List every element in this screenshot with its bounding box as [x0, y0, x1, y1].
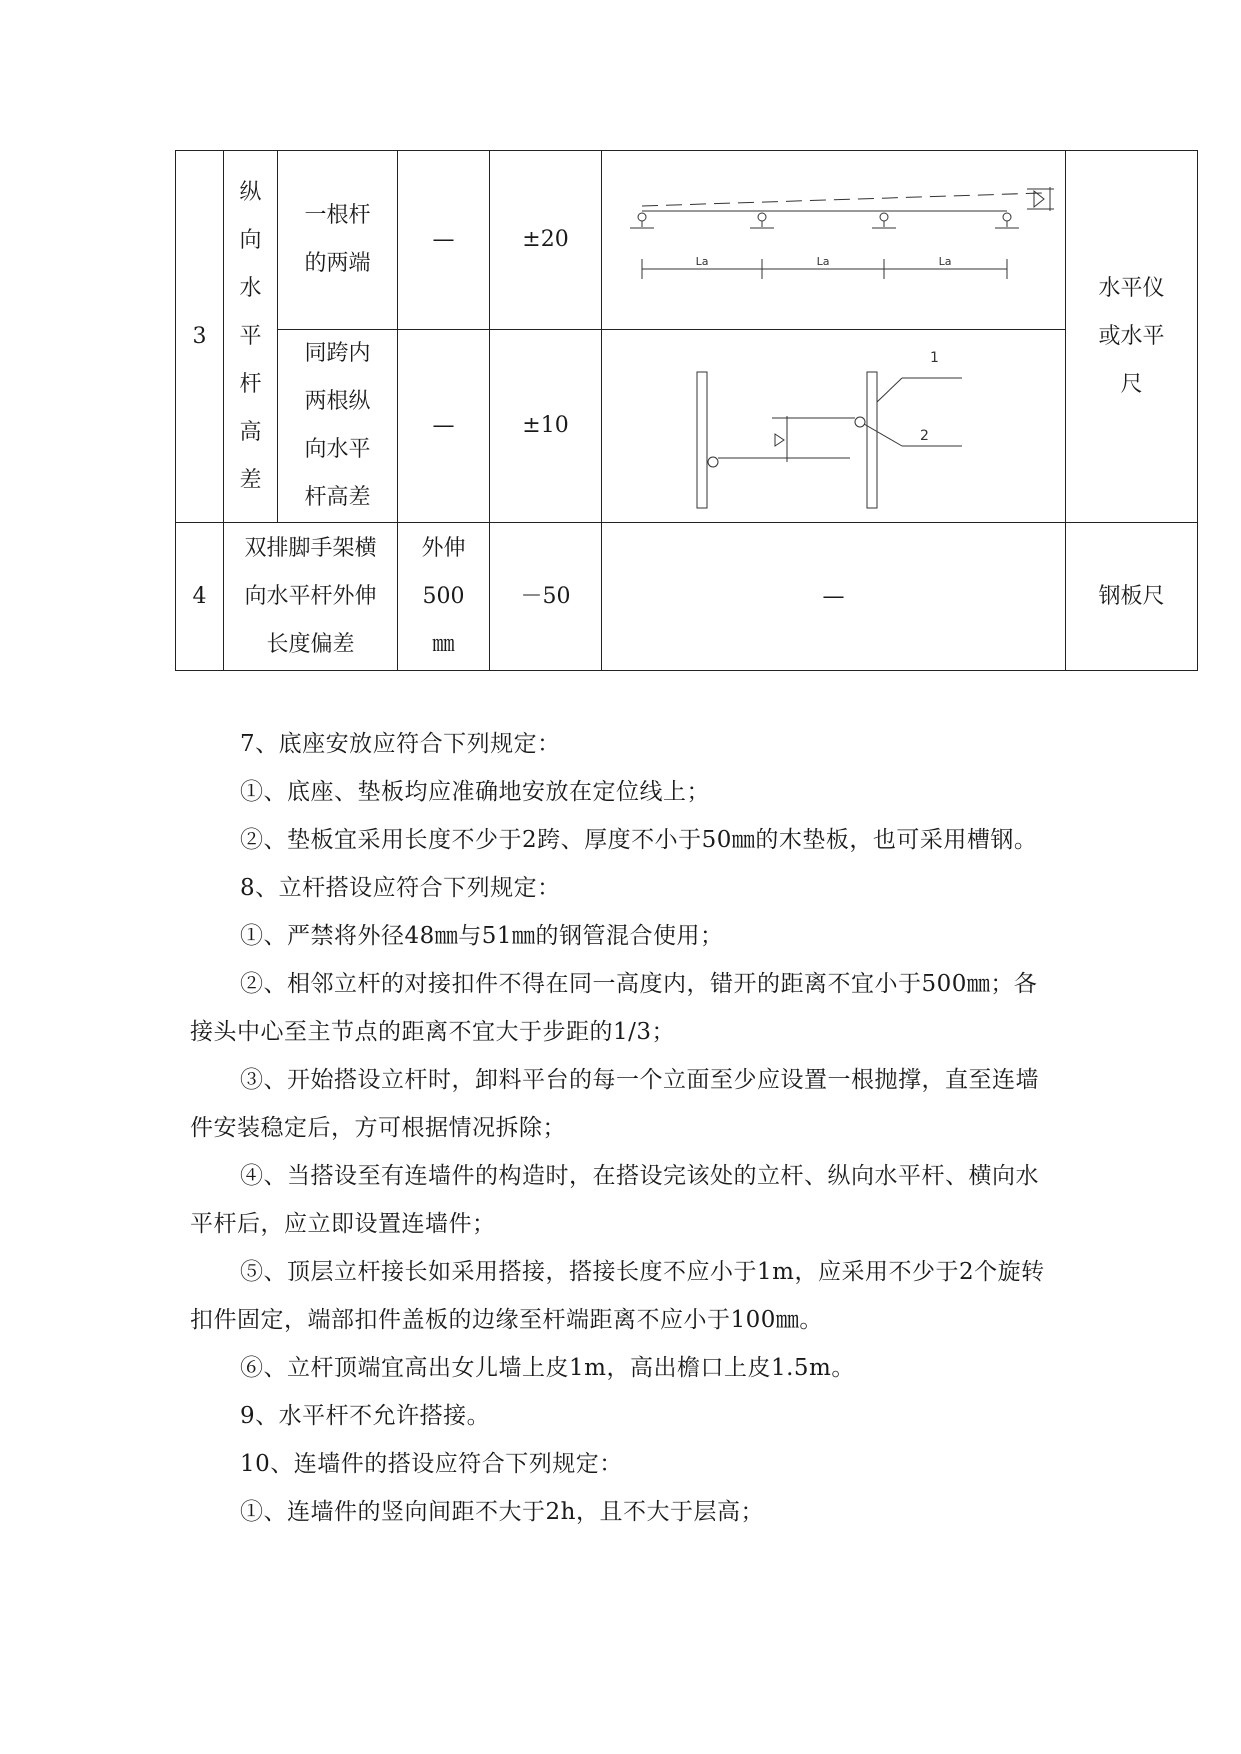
- paragraph: ①、底座、垫板均应准确地安放在定位线上；: [240, 779, 710, 805]
- row4-tolerance: －50: [490, 523, 602, 671]
- row3-sub1-tolerance: ±20: [490, 151, 602, 330]
- row3-sub1-diagram: [602, 151, 1066, 330]
- row3-number: 3: [176, 151, 224, 523]
- row4-item-text: 双排脚手架横向水平杆外伸长度偏差: [244, 535, 377, 657]
- row4-tool: 钢板尺: [1066, 523, 1198, 671]
- paragraph: ②、相邻立杆的对接扣件不得在同一高度内，错开的距离不宜小于500㎜；各接头中心至主节点的距离不宜大于步距的1/3；: [190, 971, 1038, 1045]
- paragraph: ④、当搭设至有连墙件的构造时，在搭设完该处的立杆、纵向水平杆、横向水平杆后，应立即设置连墙件；: [190, 1163, 1039, 1237]
- body-text: [190, 720, 1060, 1536]
- row3-sub2-label-text: 同跨内两根纵向水平杆高差: [304, 341, 371, 510]
- level-difference-diagram: [602, 151, 1065, 329]
- row3-item-text: 纵向水平杆高差: [239, 179, 262, 493]
- row4-spec-text: 外伸500㎜: [421, 535, 466, 657]
- paragraph: ①、严禁将外径48㎜与51㎜的钢管混合使用；: [240, 923, 724, 949]
- tolerance-table: [175, 150, 1198, 671]
- paragraph: 7、底座安放应符合下列规定：: [240, 731, 561, 757]
- paragraph: ①、连墙件的竖向间距不大于2h，且不大于层高；: [240, 1499, 764, 1525]
- span-label: La: [938, 255, 952, 268]
- paragraph: 9、水平杆不允许搭接。: [240, 1403, 491, 1429]
- row3-sub2-tolerance: ±10: [490, 330, 602, 523]
- support-icon: [995, 213, 1019, 228]
- row3-item: [224, 151, 278, 523]
- paragraph: ②、垫板宜采用长度不少于2跨、厚度不小于50㎜的木垫板，也可采用槽钢。: [240, 827, 1038, 853]
- row3-sub2-label: [278, 330, 398, 523]
- row3-sub1-label-text: 一根杆的两端: [304, 203, 371, 276]
- paragraph: 10、连墙件的搭设应符合下列规定：: [240, 1451, 623, 1477]
- row4-item: [224, 523, 398, 671]
- row4-diagram: —: [602, 523, 1066, 671]
- diagram-label-1: 1: [930, 350, 939, 366]
- support-icon: [630, 213, 654, 228]
- paragraph: ⑤、顶层立杆接长如采用搭接，搭接长度不应小于1m，应采用不少于2个旋转扣件固定，端部扣件盖板的边缘至杆端距离不应小于100㎜。: [190, 1259, 1045, 1333]
- row3-sub1-label: [278, 151, 398, 330]
- paragraph: ③、开始搭设立杆时，卸料平台的每一个立面至少应设置一根抛撑，直至连墙件安装稳定后，方可根据情况拆除；: [190, 1067, 1039, 1141]
- span-label: La: [816, 255, 830, 268]
- span-label: La: [695, 255, 709, 268]
- diagram-label-2: 2: [920, 428, 929, 444]
- support-icon: [750, 213, 774, 228]
- row3-sub1-spec: —: [398, 151, 490, 330]
- paragraph: ⑥、立杆顶端宜高出女儿墙上皮1m，高出檐口上皮1.5m。: [240, 1355, 855, 1381]
- row3-tool: [1066, 151, 1198, 523]
- row3-sub2-diagram: [602, 330, 1066, 523]
- row3-sub2-spec: —: [398, 330, 490, 523]
- row4-number: 4: [176, 523, 224, 671]
- row4-spec: [398, 523, 490, 671]
- paragraph: 8、立杆搭设应符合下列规定：: [240, 875, 561, 901]
- row3-tool-text: 水平仪或水平尺: [1098, 275, 1165, 397]
- two-bar-difference-diagram: [602, 330, 1065, 522]
- support-icon: [872, 213, 896, 228]
